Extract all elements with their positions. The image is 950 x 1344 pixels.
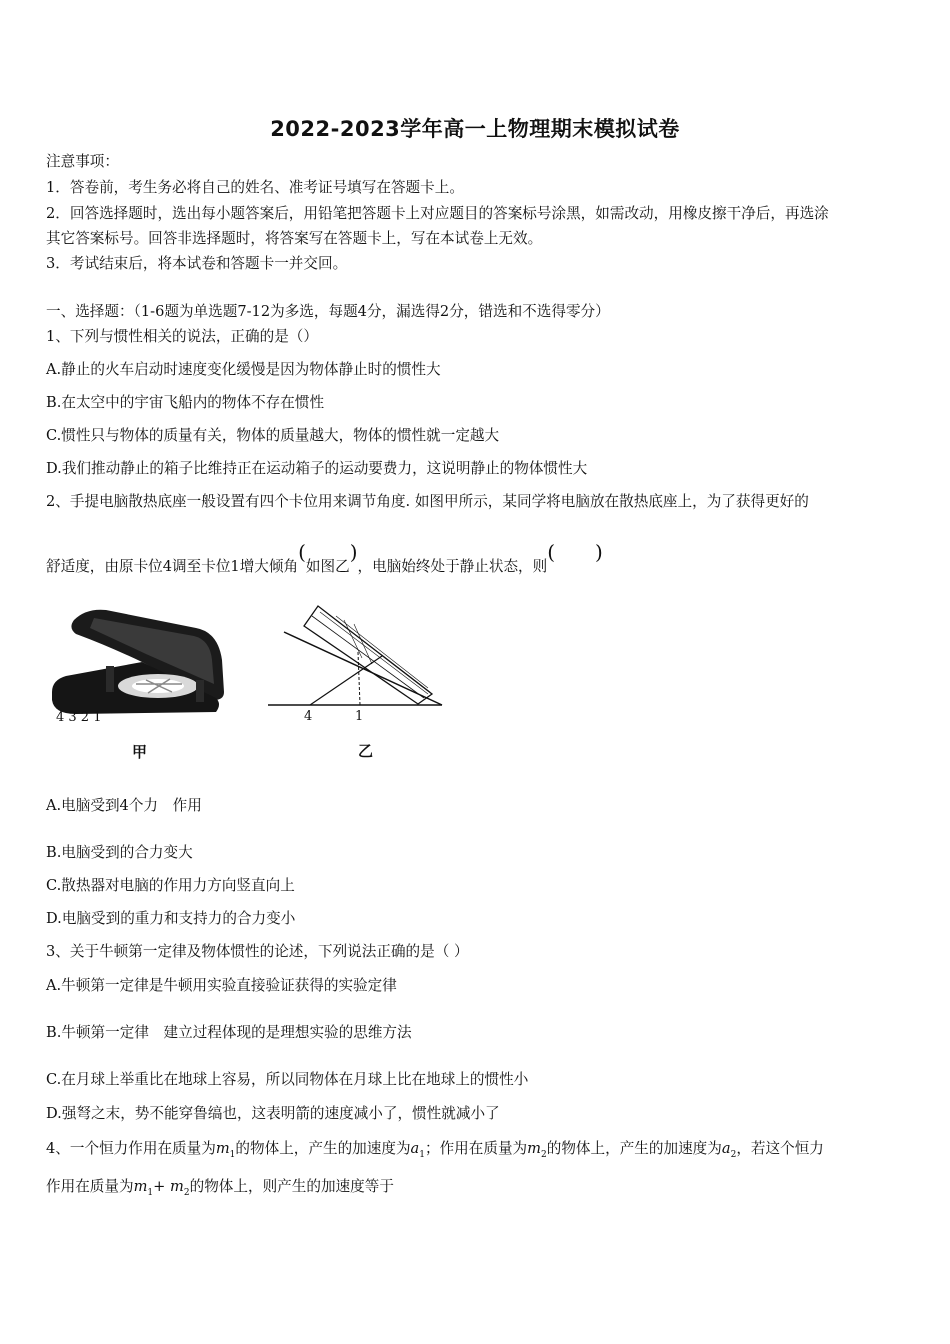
q2-stem-text-b: 如图乙 [305,558,350,575]
q4-m1-line2: m [133,1178,148,1195]
q1-stem: 1、下列与惯性相关的说法，正确的是（） [46,328,318,345]
q4-stem-line2 [46,1177,908,1203]
q2-option-d: D.电脑受到的重力和支持力的合力变小 [46,910,296,927]
notice-heading: 注意事项： [46,153,119,170]
q2-option-a: A.电脑受到4个力 作用 [46,797,202,814]
notice-item-2-cont: 其它答案标号。回答非选择题时，将答案写在答题卡上，写在本试卷上无效。 [46,230,543,247]
q4-text-1d: 的物体上，产生的加速度为 [546,1140,722,1157]
q3-option-c: C.在月球上举重比在地球上容易，所以同物体在月球上比在地球上的惯性小 [46,1071,529,1088]
q3-stem: 3、关于牛顿第一定律及物体惯性的论述，下列说法正确的是（ ） [46,943,469,960]
q4-a2-sub: 2 [730,1149,737,1160]
notice-item-1: 1．答卷前，考生务必将自己的姓名、准考证号填写在答题卡上。 [46,179,464,196]
q2-stem-text-a: 舒适度，由原卡位4调至卡位1增大倾角 [46,558,299,575]
q2-paren-open: ( [298,540,306,564]
figure-jia-slot-marks: 4 3 2 1 [56,710,102,725]
q4-m2-sub: 2 [541,1149,547,1160]
q2-stem-line2 [46,540,908,577]
page-title: 2022-2023学年高一上物理期末模拟试卷 [270,117,680,141]
q4-text-1e: ，若这个恒力 [736,1140,824,1157]
q3-option-b: B.牛顿第一定律 建立过程体现的是理想实验的思维方法 [46,1024,412,1041]
q4-text-1b: 的物体上，产生的加速度为 [235,1140,411,1157]
q4-a1-sub: 1 [419,1149,425,1160]
figure-yi-mark-4: 4 [304,709,313,724]
figure-yi-mark-1: 1 [355,709,364,724]
q2-paren-close: ) [349,540,358,564]
q4-text-1c: ；作用在质量为 [424,1140,528,1157]
notice-item-3: 3．考试结束后，将本试卷和答题卡一并交回。 [46,255,348,272]
q4-m1-sub: 1 [229,1149,236,1160]
figure-yi-label: 乙 [358,742,374,760]
q3-option-d: D.强弩之末，势不能穿鲁缟也，这表明箭的速度减小了，惯性就减小了 [46,1105,500,1122]
q4-m2: m [527,1140,541,1157]
q4-text-2b: 的物体上，则产生的加速度等于 [189,1178,394,1195]
q4-m2-sub-line2: 2 [183,1187,190,1198]
q4-m1: m [215,1140,230,1157]
q4-text-1a: 4、一个恒力作用在质量为 [46,1140,216,1157]
q1-option-c: C.惯性只与物体的质量有关，物体的质量越大，物体的惯性就一定越大 [46,427,500,444]
figure-jia-label: 甲 [132,743,148,761]
q2-stem-text-c: ，电脑始终处于静止状态，则 [357,558,548,575]
q2-option-c: C.散热器对电脑的作用力方向竖直向上 [46,877,295,894]
q2-stem-line1: 2、手提电脑散热底座一般设置有四个卡位用来调节角度. 如图甲所示，某同学将电脑放在散热底座上，为了获得更好的 [46,493,809,510]
notice-item-2: 2．回答选择题时，选出每小题答案后，用铅笔把答题卡上对应题目的答案标号涂黑，如需改动，用橡皮擦干净后，再选涂 [46,205,829,222]
q1-option-a: A.静止的火车启动时速度变化缓慢是因为物体静止时的惯性大 [46,361,441,378]
laptop-cooler-illustration [52,610,224,714]
figure-yi [262,598,452,765]
q4-stem-line1 [46,1139,908,1165]
figure-jia [46,600,236,765]
q2-option-b: B.电脑受到的合力变大 [46,844,193,861]
q1-option-d: D.我们推动静止的箱子比维持正在运动箱子的运动要费力，这说明静止的物体惯性大 [46,460,588,477]
q1-option-b: B.在太空中的宇宙飞船内的物体不存在惯性 [46,394,325,411]
q2-answer-blank: ( ) [547,540,603,564]
q4-a1: a [410,1140,420,1157]
incline-diagram [268,606,442,705]
q4-a2: a [721,1140,731,1157]
q4-plus: + [153,1178,171,1195]
q4-m2-line2: m [170,1178,184,1195]
q3-option-a: A.牛顿第一定律是牛顿用实验直接验证获得的实验定律 [46,977,397,994]
q4-m1-sub-line2: 1 [147,1187,154,1198]
section-heading: 一、选择题：（1-6题为单选题7-12为多选，每题4分，漏选得2分，错选和不选得零分） [46,303,610,320]
q4-text-2a: 作用在质量为 [46,1178,134,1195]
